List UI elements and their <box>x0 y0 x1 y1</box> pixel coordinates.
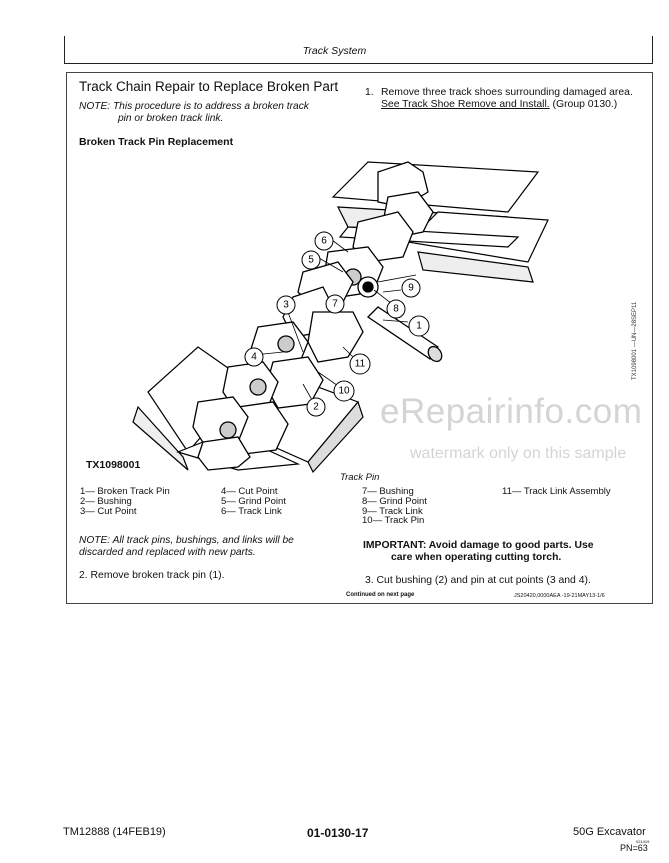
svg-text:9: 9 <box>408 282 414 294</box>
watermark-site: eRepairinfo.com <box>380 392 643 431</box>
track-chain-illustration <box>78 152 658 482</box>
callout-5 <box>302 251 320 269</box>
legend-item: 1— Broken Track Pin <box>80 486 170 497</box>
footer-manual-id: TM12888 (14FEB19) <box>63 826 166 838</box>
section-header: Track System <box>302 45 367 57</box>
svg-text:6: 6 <box>321 235 327 247</box>
legend-item: 9— Track Link <box>362 505 423 517</box>
page-title: Track Chain Repair to Replace Broken Part <box>79 79 339 94</box>
callout-1 <box>409 316 429 336</box>
legend-item: 4— Cut Point <box>221 486 278 497</box>
callout-9 <box>402 279 420 297</box>
step-2: 2. Remove broken track pin (1). <box>79 570 225 581</box>
svg-text:11: 11 <box>354 358 366 370</box>
legend-item: 7— Bushing <box>362 486 414 497</box>
footer-page-number: 01-0130-17 <box>307 826 369 840</box>
step-1-suffix: (Group 0130.) <box>549 99 618 110</box>
svg-text:3: 3 <box>283 299 289 311</box>
svg-text:10: 10 <box>338 385 350 397</box>
broken-track-pin <box>368 307 445 364</box>
note-discard-parts <box>79 535 349 559</box>
svg-text:7: 7 <box>332 298 338 310</box>
legend-item: 8— Grind Point <box>362 495 427 507</box>
watermark-note: watermark only on this sample <box>410 445 627 462</box>
important-line-2: care when operating cutting torch. <box>391 552 562 563</box>
step-1 <box>365 87 650 111</box>
figure-caption: Track Pin <box>340 472 380 483</box>
svg-text:5: 5 <box>308 254 314 266</box>
important-warning <box>363 540 623 564</box>
legend-item: 5— Grind Point <box>221 495 286 507</box>
svg-text:2: 2 <box>313 401 319 413</box>
svg-text:1: 1 <box>416 320 422 332</box>
svg-text:8: 8 <box>393 303 399 315</box>
footer-pn: PN=63 <box>620 843 648 853</box>
track-shoe-link[interactable]: See Track Shoe Remove and Install. <box>381 99 550 110</box>
header-rule <box>64 63 653 64</box>
legend-item: 3— Cut Point <box>80 505 137 517</box>
reference-code: JS20420,0000AEA -19-21MAY13-1/6 <box>514 593 605 599</box>
legend-item: 2— Bushing <box>80 495 132 507</box>
note-line-2: pin or broken track link. <box>118 113 224 124</box>
callout-2 <box>307 398 325 416</box>
legend-column-2 <box>221 487 286 516</box>
callout-4 <box>245 348 263 366</box>
callout-6 <box>315 232 333 250</box>
callout-7 <box>326 295 344 313</box>
note-line-1: NOTE: All track pins, bushings, and links will be <box>79 535 294 546</box>
svg-text:4: 4 <box>251 351 257 363</box>
step-3: 3. Cut bushing (2) and pin at cut points (3 and 4). <box>365 575 591 586</box>
legend-column-3 <box>362 487 427 526</box>
legend-column-1 <box>80 487 170 516</box>
callout-10 <box>334 381 354 401</box>
legend-column-4 <box>502 487 611 497</box>
legend-item: 6— Track Link <box>221 505 282 517</box>
subheading: Broken Track Pin Replacement <box>79 136 234 148</box>
continued-note: Continued on next page <box>346 592 415 598</box>
note-procedure-scope <box>79 101 349 125</box>
step-1-text: Remove three track shoes surrounding damaged area. <box>381 87 633 98</box>
note-line-2: discarded and replaced with new parts. <box>79 547 256 558</box>
footer-date-code: 021419 <box>636 839 650 844</box>
legend-item: 10— Track Pin <box>362 515 425 527</box>
footer-model: 50G Excavator <box>573 826 646 838</box>
callout-3 <box>277 296 295 314</box>
step-1-number: 1. <box>365 87 374 98</box>
note-line-1: NOTE: This procedure is to address a broken track <box>79 101 309 112</box>
figure-side-code: TX1098001 —UN—28SEP11 <box>632 301 638 380</box>
callout-11 <box>350 354 370 374</box>
figure-id: TX1098001 <box>86 459 141 471</box>
important-line-1: IMPORTANT: Avoid damage to good parts. Use <box>363 540 594 551</box>
legend-item: 11— Track Link Assembly <box>502 486 611 497</box>
callout-8 <box>387 300 405 318</box>
